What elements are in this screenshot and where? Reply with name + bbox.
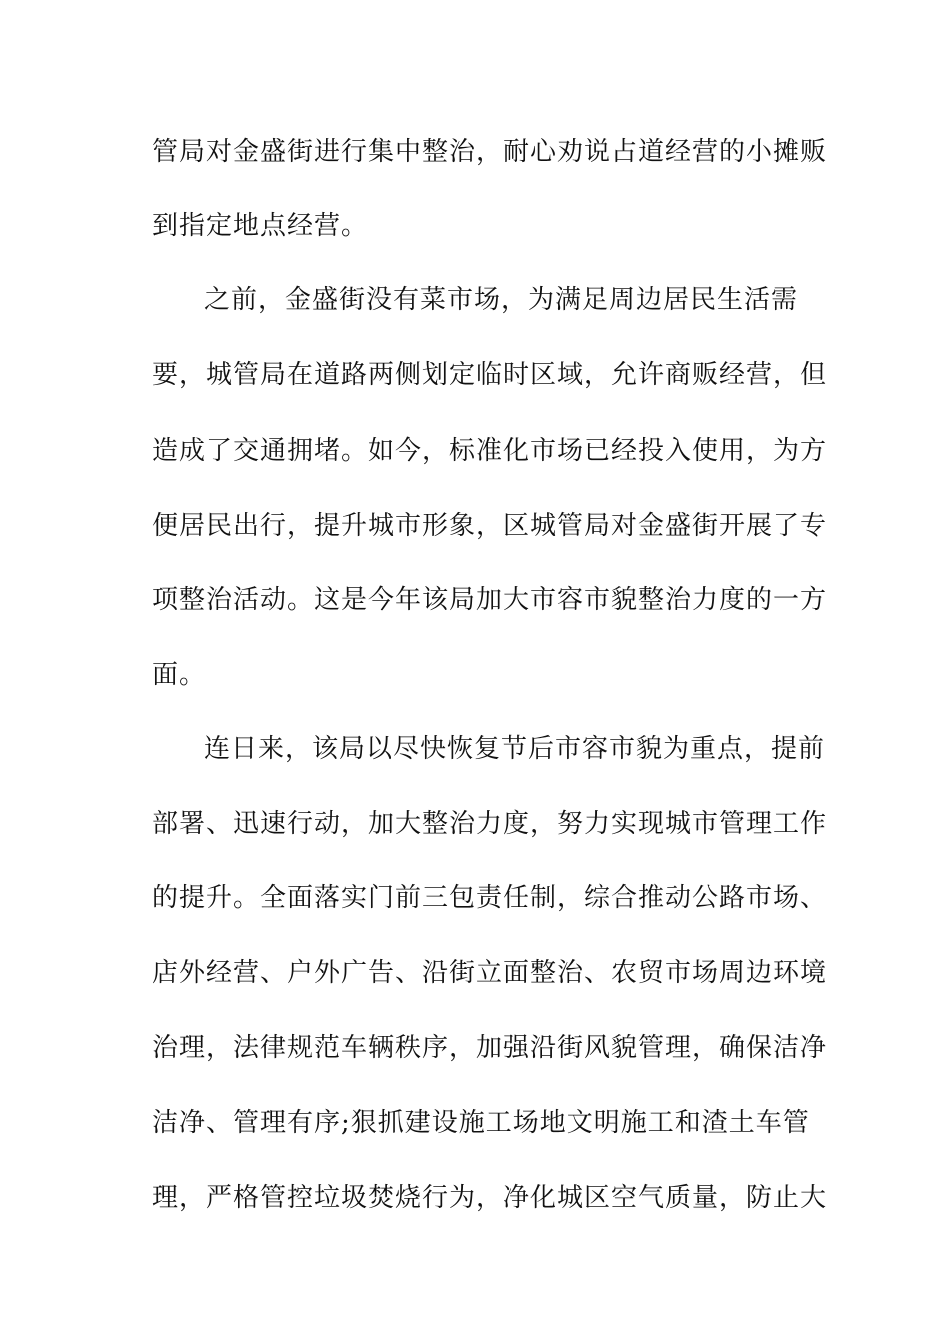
text-line: 理，严格管控垃圾焚烧行为，净化城区空气质量，防止大 [152, 1183, 828, 1213]
paragraph-first-line: 之前，金盛街没有菜市场，为满足周边居民生活需 [204, 285, 799, 315]
paragraph-first-line: 连日来，该局以尽快恢复节后市容市貌为重点，提前 [204, 734, 826, 764]
text-line: 便居民出行，提升城市形象，区城管局对金盛街开展了专 [152, 511, 828, 541]
text-line: 造成了交通拥堵。如今，标准化市场已经投入使用，为方 [152, 436, 828, 466]
text-line: 面。 [152, 660, 207, 690]
text-line: 管局对金盛街进行集中整治，耐心劝说占道经营的小摊贩 [152, 137, 828, 167]
text-line: 的提升。全面落实门前三包责任制，综合推动公路市场、 [152, 883, 828, 913]
text-line: 洁净、管理有序;狠抓建设施工场地文明施工和渣土车管 [152, 1108, 810, 1138]
text-line: 到指定地点经营。 [152, 211, 369, 241]
text-line: 要，城管局在道路两侧划定临时区域，允许商贩经营，但 [152, 360, 828, 390]
text-line: 部署、迅速行动，加大整治力度，努力实现城市管理工作 [152, 809, 828, 839]
text-line: 项整治活动。这是今年该局加大市容市貌整治力度的一方 [152, 585, 828, 615]
text-line: 治理，法律规范车辆秩序，加强沿街风貌管理，确保洁净 [152, 1033, 828, 1063]
text-line: 店外经营、户外广告、沿街立面整治、农贸市场周边环境 [152, 958, 828, 988]
